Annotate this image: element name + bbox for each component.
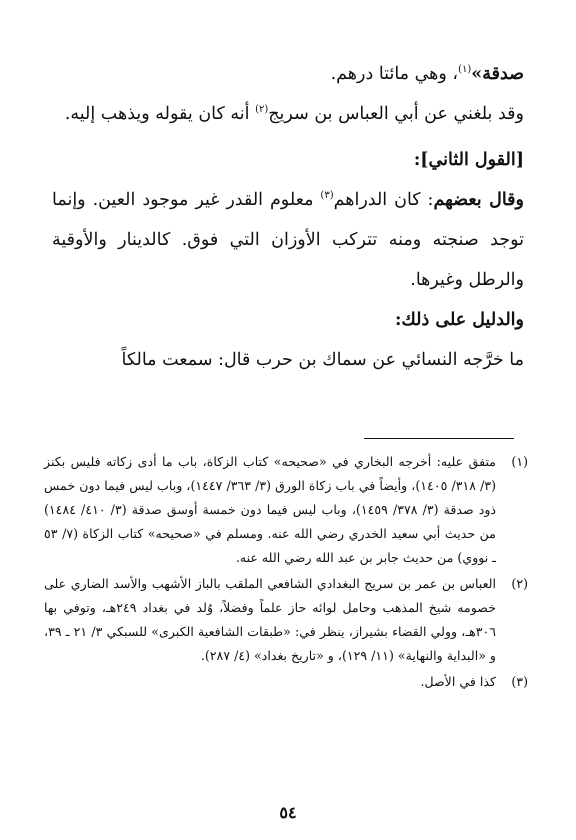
footnote-1 bbox=[44, 450, 528, 570]
footnote-text: العباس بن عمر بن سريج البغدادي الشافعي الملقب بالباز الأشهب والأسد الضاري على خصومه شيخ المذهب وحامل لوائه حاز علماً وفضلاً، وُلد في بغداد ٢٤٩هـ، وتوفي بها ٣٠٦هـ، وولي القضاء بشيراز، ينظر في: «طبقات الشافعية الكبرى» للسبكي ٣/ ٢١ ـ ٣٩، و «البداية والنهاية» (١١/ ١٢٩)، و «تاريخ بغداد» (٤/ ٢٨٧). bbox=[44, 576, 497, 663]
footnote-ref-3: (٣) bbox=[320, 190, 334, 202]
section-heading: [القول الثاني]: bbox=[413, 150, 524, 170]
footnote-number: (٣) bbox=[511, 674, 528, 689]
paragraph-2 bbox=[52, 94, 524, 134]
paragraph-5: ما خرَّجه النسائي عن سماك بن حرب قال: سمعت مالكاً bbox=[121, 350, 524, 370]
paragraph-1-text: ، وهي مائتا درهم. bbox=[330, 64, 459, 84]
footnote-ref-1: (١) bbox=[458, 64, 472, 76]
footnote-ref-2: (٢) bbox=[255, 104, 269, 116]
footnotes bbox=[44, 450, 528, 696]
footnote-number: (١) bbox=[511, 454, 528, 469]
paragraph-2-rest: أنه كان يقوله ويذهب إليه. bbox=[64, 104, 256, 124]
paragraph-4: والدليل على ذلك: bbox=[394, 310, 524, 330]
paragraph-3-rest: معلوم القدر غير موجود العين. وإنما توجد صنجته ومنه تتركب الأوزان التي فوق. كالدينار والأوقية والرطل وغيرها. bbox=[52, 190, 524, 290]
footnote-2 bbox=[44, 572, 528, 668]
footnote-3 bbox=[44, 670, 528, 694]
page-number: ٥٤ bbox=[279, 803, 297, 822]
footnote-divider bbox=[364, 438, 514, 439]
paragraph-2-text: وقد بلغني عن أبي العباس بن سريج bbox=[268, 104, 524, 124]
footnote-text: كذا في الأصل. bbox=[420, 674, 496, 689]
quote-end: صدقة» bbox=[471, 64, 524, 84]
footnote-text: متفق عليه: أخرجه البخاري في «صحيحه» كتاب الزكاة، باب ما أدى زكاته فليس بكنز (٣/ ٣١٨/ ١٤٠٥)، وأيضاً في باب زكاة الورق (٣/ ٣٦٣/ ١٤٤٧)، وباب ليس فيما دون خمس ذود صدقة (٣/ ٣٧٨/ ١٤٥٩)، وباب ليس فيما دون خمسة أوسق صدقة (٣/ ٤١٠/ ١٤٨٤) من حديث أبي سعيد الخدري رضي الله عنه. ومسلم في «صحيحه» كتاب الزكاة (٧/ ٥٣ ـ نووي) من حديث جابر بن عبد الله رضي الله عنه. bbox=[44, 454, 497, 565]
paragraph-1 bbox=[52, 54, 524, 94]
paragraph-3-text: : كان الدراهم bbox=[333, 190, 434, 210]
paragraph-3-lead: وقال بعضهم bbox=[433, 190, 524, 210]
footnote-number: (٢) bbox=[511, 576, 528, 591]
main-text bbox=[52, 54, 524, 380]
paragraph-3 bbox=[52, 180, 524, 300]
